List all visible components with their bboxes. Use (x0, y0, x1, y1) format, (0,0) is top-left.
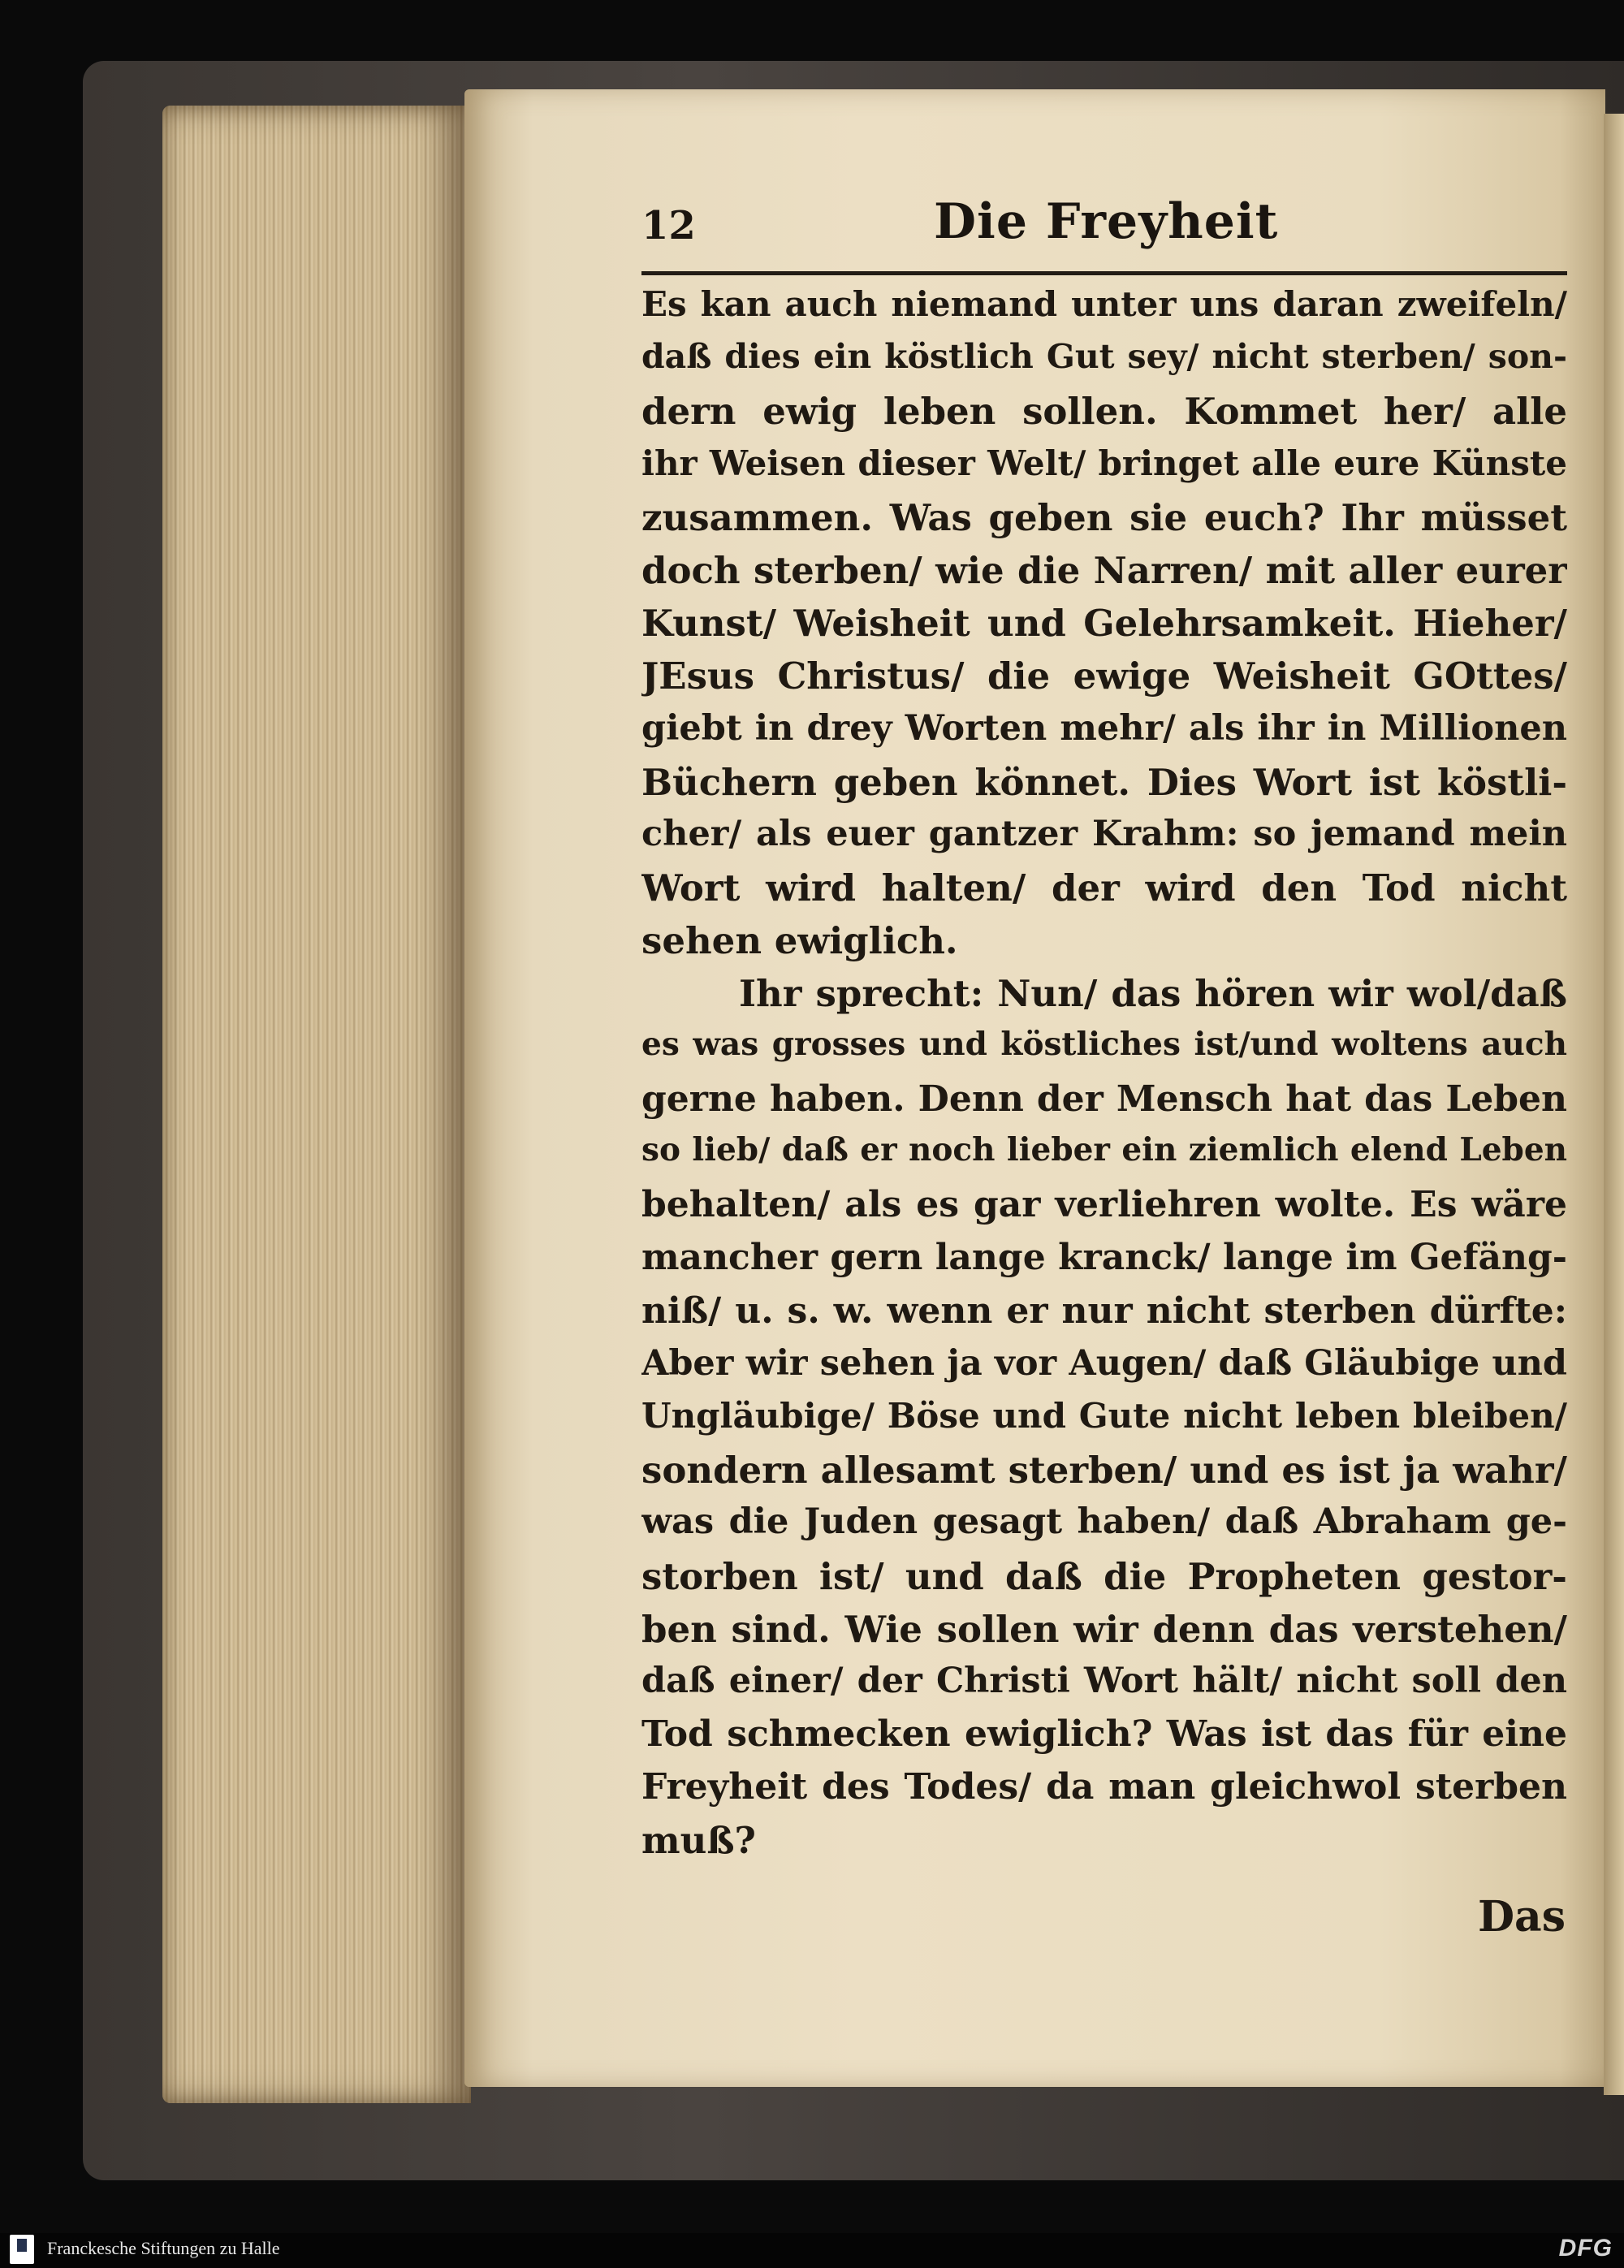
text-line: Tod schmecken ewiglich? Was ist das für eine (641, 1713, 1567, 1756)
page-number: 12 (641, 203, 696, 248)
text-line: Wort wird halten/ der wird den Tod nicht (641, 866, 1567, 910)
text-line: niß/ u. s. w. wenn er nur nicht sterben dürfte: (641, 1290, 1567, 1332)
text-line: Es kan auch niemand unter uns daran zweifeln/ (641, 284, 1567, 324)
text-line: JEsus Christus/ die ewige Weisheit GOttes/ (641, 654, 1567, 698)
text-line: daß dies ein köstlich Gut sey/ nicht sterben/ son- (641, 337, 1567, 377)
text-line: dern ewig leben sollen. Kommet her/ alle (641, 390, 1567, 434)
text-line: sehen ewiglich. (641, 919, 958, 963)
footer-institution: Franckesche Stiftungen zu Halle (47, 2238, 280, 2258)
text-line: Büchern geben könnet. Dies Wort ist köstli- (641, 760, 1567, 804)
text-line: muß? (641, 1819, 756, 1863)
francke-foundation-logo-icon (10, 2235, 34, 2264)
facing-page-edge (1604, 114, 1624, 2095)
header-rule (641, 271, 1567, 275)
text-line: gerne haben. Denn der Mensch hat das Leben (641, 1078, 1567, 1120)
text-line: Freyheit des Todes/ da man gleichwol sterben (641, 1766, 1567, 1808)
text-line: storben ist/ und daß die Propheten gestor- (641, 1554, 1567, 1598)
text-line: daß einer/ der Christi Wort hält/ nicht soll den (641, 1660, 1567, 1701)
text-line: was die Juden gesagt haben/ daß Abraham ge- (641, 1501, 1567, 1543)
text-line: sondern allesamt sterben/ und es ist ja wahr/ (641, 1449, 1567, 1493)
text-line: Ihr sprecht: Nun/ das hören wir wol/daß (739, 972, 1567, 1016)
text-line: Ungläubige/ Böse und Gute nicht leben bleiben/ (641, 1395, 1567, 1436)
text-line: doch sterben/ wie die Narren/ mit aller eurer (641, 548, 1567, 592)
text-line: ben sind. Wie sollen wir denn das verstehen/ (641, 1607, 1567, 1651)
dfg-logo: DFG (1558, 2235, 1613, 2262)
page-stack-edge (162, 106, 471, 2103)
text-line: behalten/ als es gar verliehren wolte. Es wäre (641, 1184, 1567, 1226)
text-line: so lieb/ daß er noch lieber ein ziemlich elend Leben (641, 1131, 1567, 1169)
text-line: cher/ als euer gantzer Krahm: so jemand mein (641, 813, 1567, 854)
text-line: Aber wir sehen ja vor Augen/ daß Gläubige und (641, 1342, 1567, 1384)
text-line: ihr Weisen dieser Welt/ bringet alle eure Künste (641, 443, 1567, 483)
catchword: Das (1477, 1892, 1566, 1942)
running-title: Die Freyheit (934, 193, 1279, 250)
text-line: zusammen. Was geben sie euch? Ihr müsset (641, 495, 1567, 539)
text-line: giebt in drey Worten mehr/ als ihr in Millionen (641, 707, 1567, 749)
text-line: Kunst/ Weisheit und Gelehrsamkeit. Hieher/ (641, 602, 1567, 646)
text-line: es was grosses und köstliches ist/und woltens auch (641, 1025, 1567, 1063)
text-line: mancher gern lange kranck/ lange im Gefäng- (641, 1237, 1567, 1279)
body-text (641, 284, 1567, 1873)
